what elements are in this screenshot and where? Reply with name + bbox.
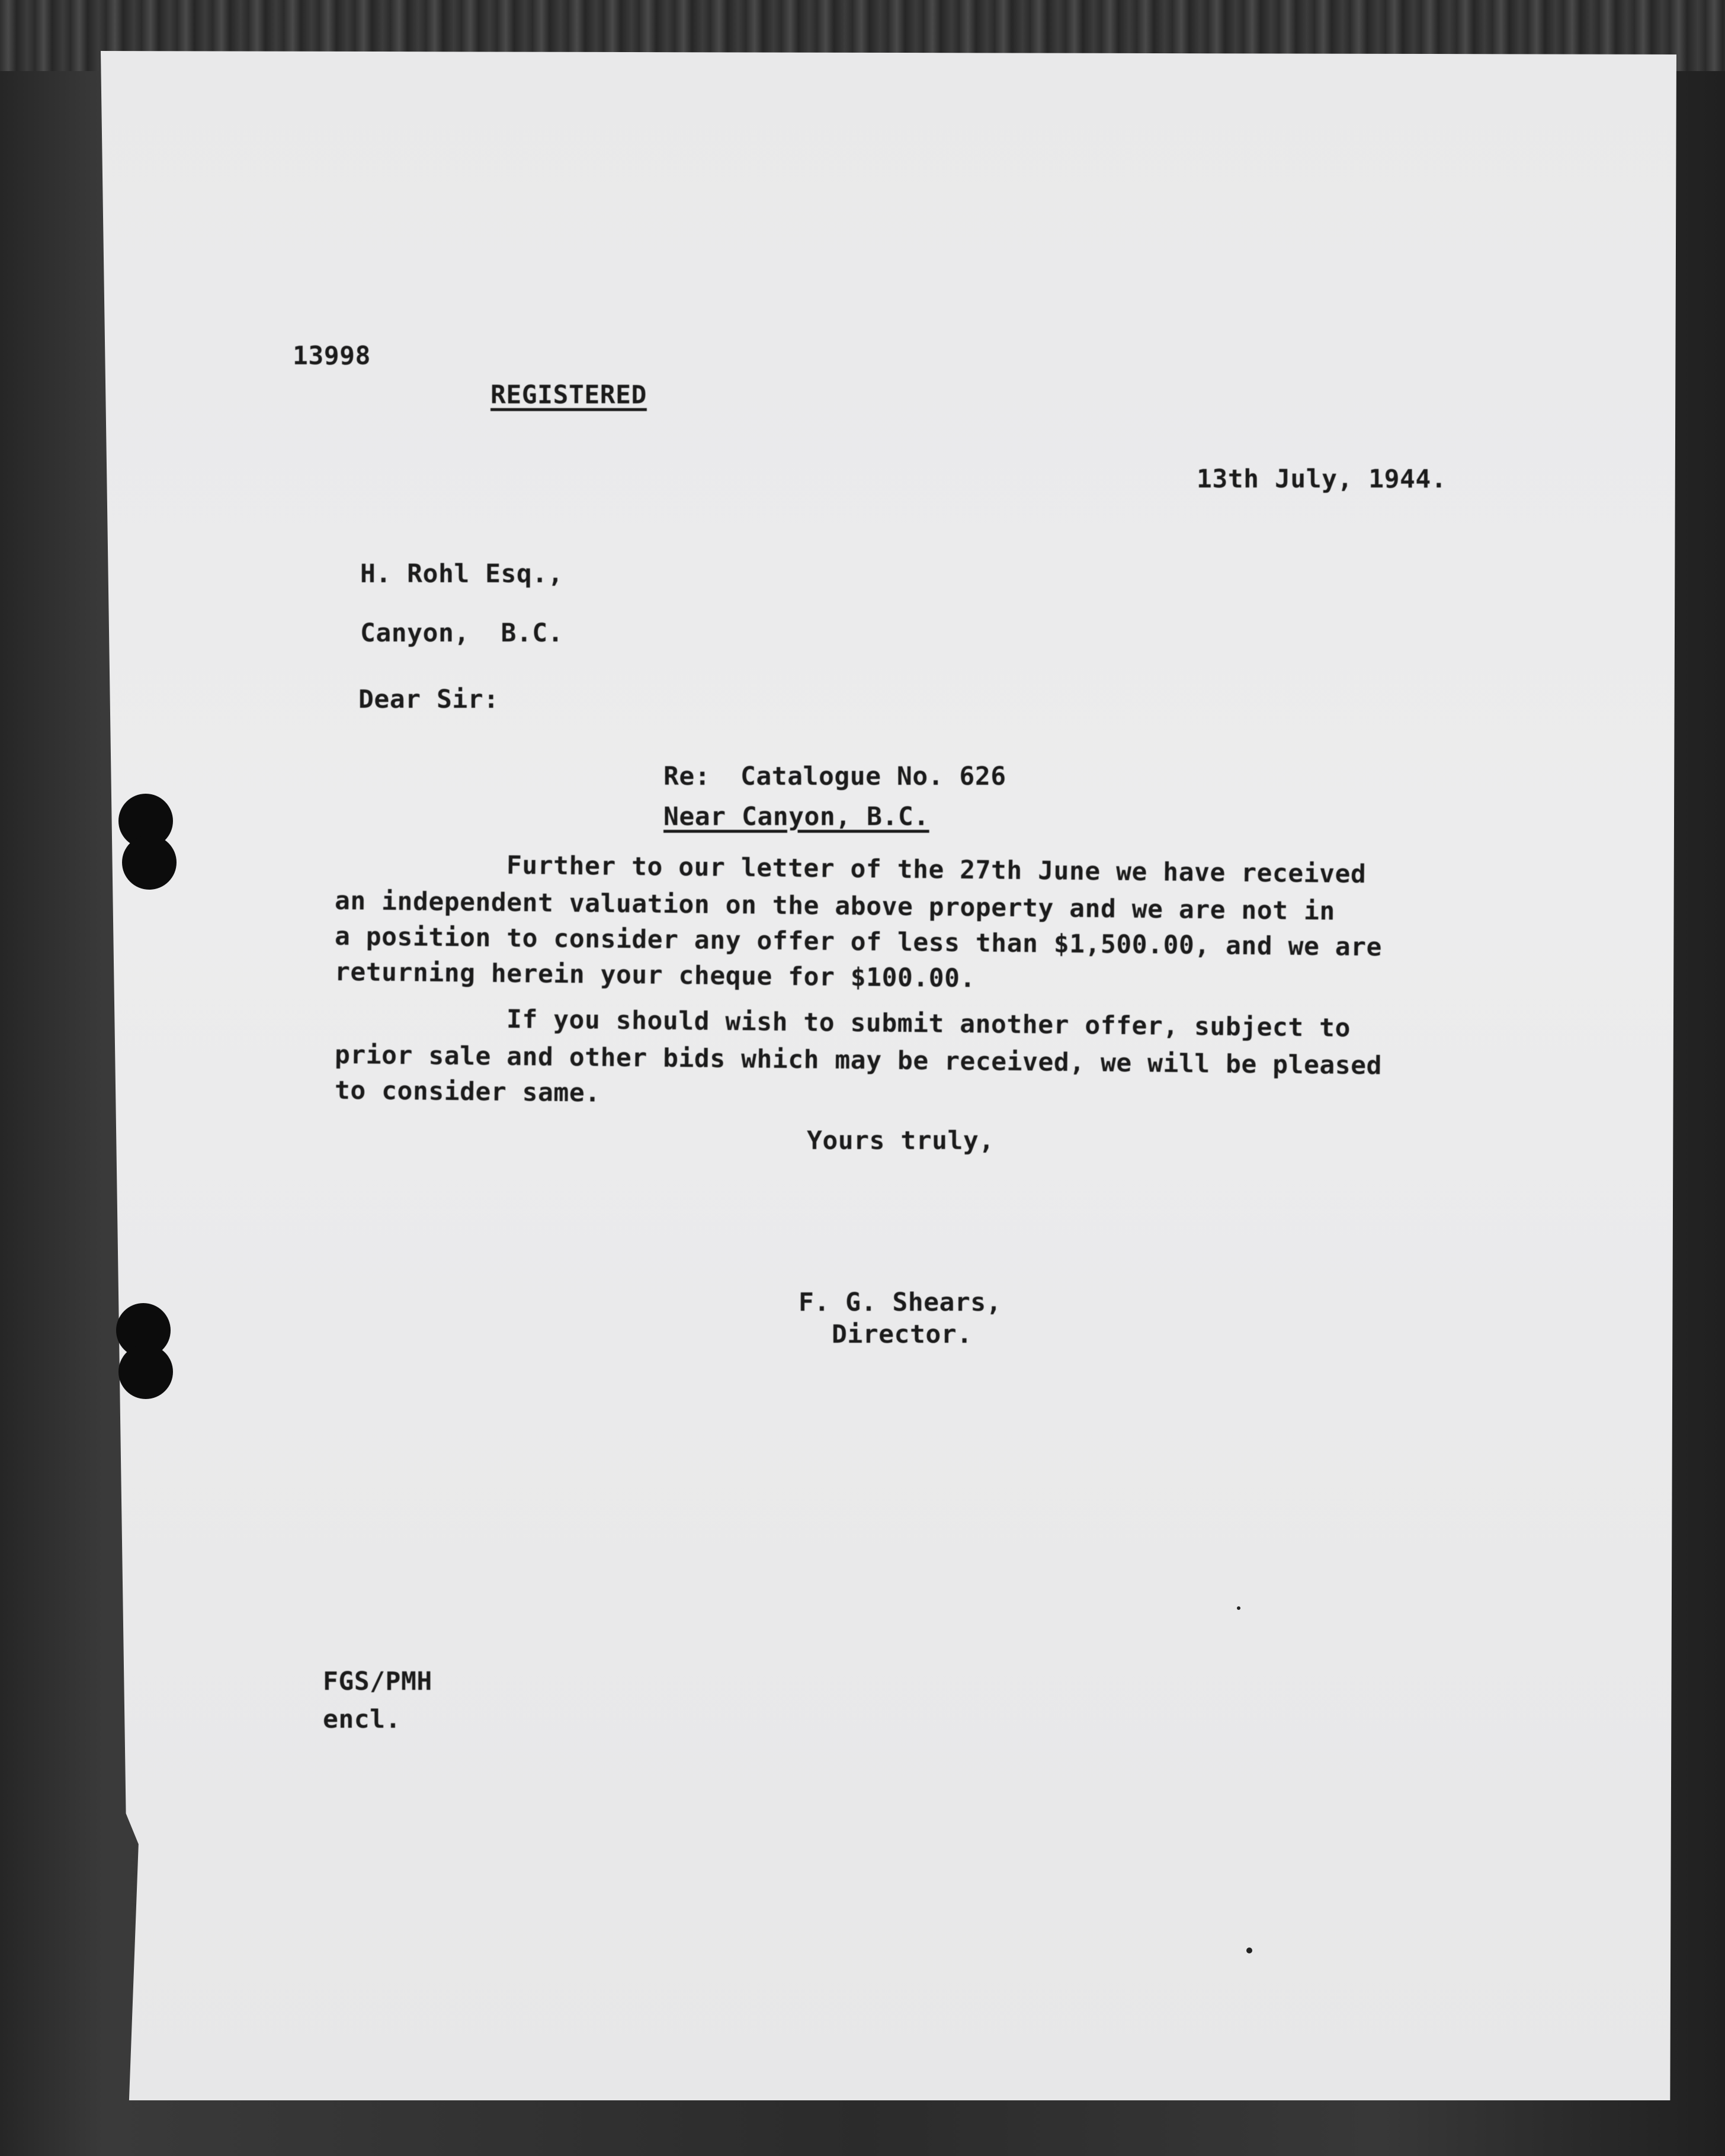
punch-hole-lower-b bbox=[118, 1345, 173, 1399]
body-paragraph-2-line-3: to consider same. bbox=[334, 1076, 601, 1108]
body-paragraph-1-line-1: Further to our letter of the 27th June we have received bbox=[506, 851, 1367, 890]
recipient-location: Canyon, B.C. bbox=[360, 618, 564, 648]
signatory-name: F. G. Shears, bbox=[799, 1288, 1002, 1317]
body-paragraph-1-line-2: an independent valuation on the above property and we are not in bbox=[334, 886, 1336, 926]
subject-catalogue: Catalogue No. 626 bbox=[740, 762, 1006, 791]
registered-label: REGISTERED bbox=[490, 380, 647, 410]
enclosure-note: encl. bbox=[323, 1705, 401, 1734]
paper-speck bbox=[1246, 1948, 1252, 1953]
typist-initials: FGS/PMH bbox=[323, 1667, 432, 1696]
salutation: Dear Sir: bbox=[358, 685, 499, 714]
paper-speck bbox=[1237, 1606, 1240, 1610]
subject-location: Near Canyon, B.C. bbox=[663, 802, 929, 832]
subject-label: Re: bbox=[663, 762, 711, 791]
body-paragraph-1-line-4: returning herein your cheque for $100.00. bbox=[334, 957, 976, 994]
signatory-title: Director. bbox=[832, 1320, 973, 1349]
letter-date: 13th July, 1944. bbox=[1197, 464, 1447, 494]
body-paragraph-1-line-3: a position to consider any offer of less than $1,500.00, and we are bbox=[334, 922, 1383, 962]
punch-hole-upper-b bbox=[122, 835, 177, 890]
body-paragraph-2-line-2: prior sale and other bids which may be received, we will be pleased bbox=[334, 1040, 1383, 1081]
recipient-name: H. Rohl Esq., bbox=[360, 559, 564, 589]
reference-number: 13998 bbox=[293, 341, 371, 371]
closing: Yours truly, bbox=[807, 1126, 995, 1156]
body-paragraph-2-line-1: If you should wish to submit another offer, subject to bbox=[506, 1005, 1351, 1043]
